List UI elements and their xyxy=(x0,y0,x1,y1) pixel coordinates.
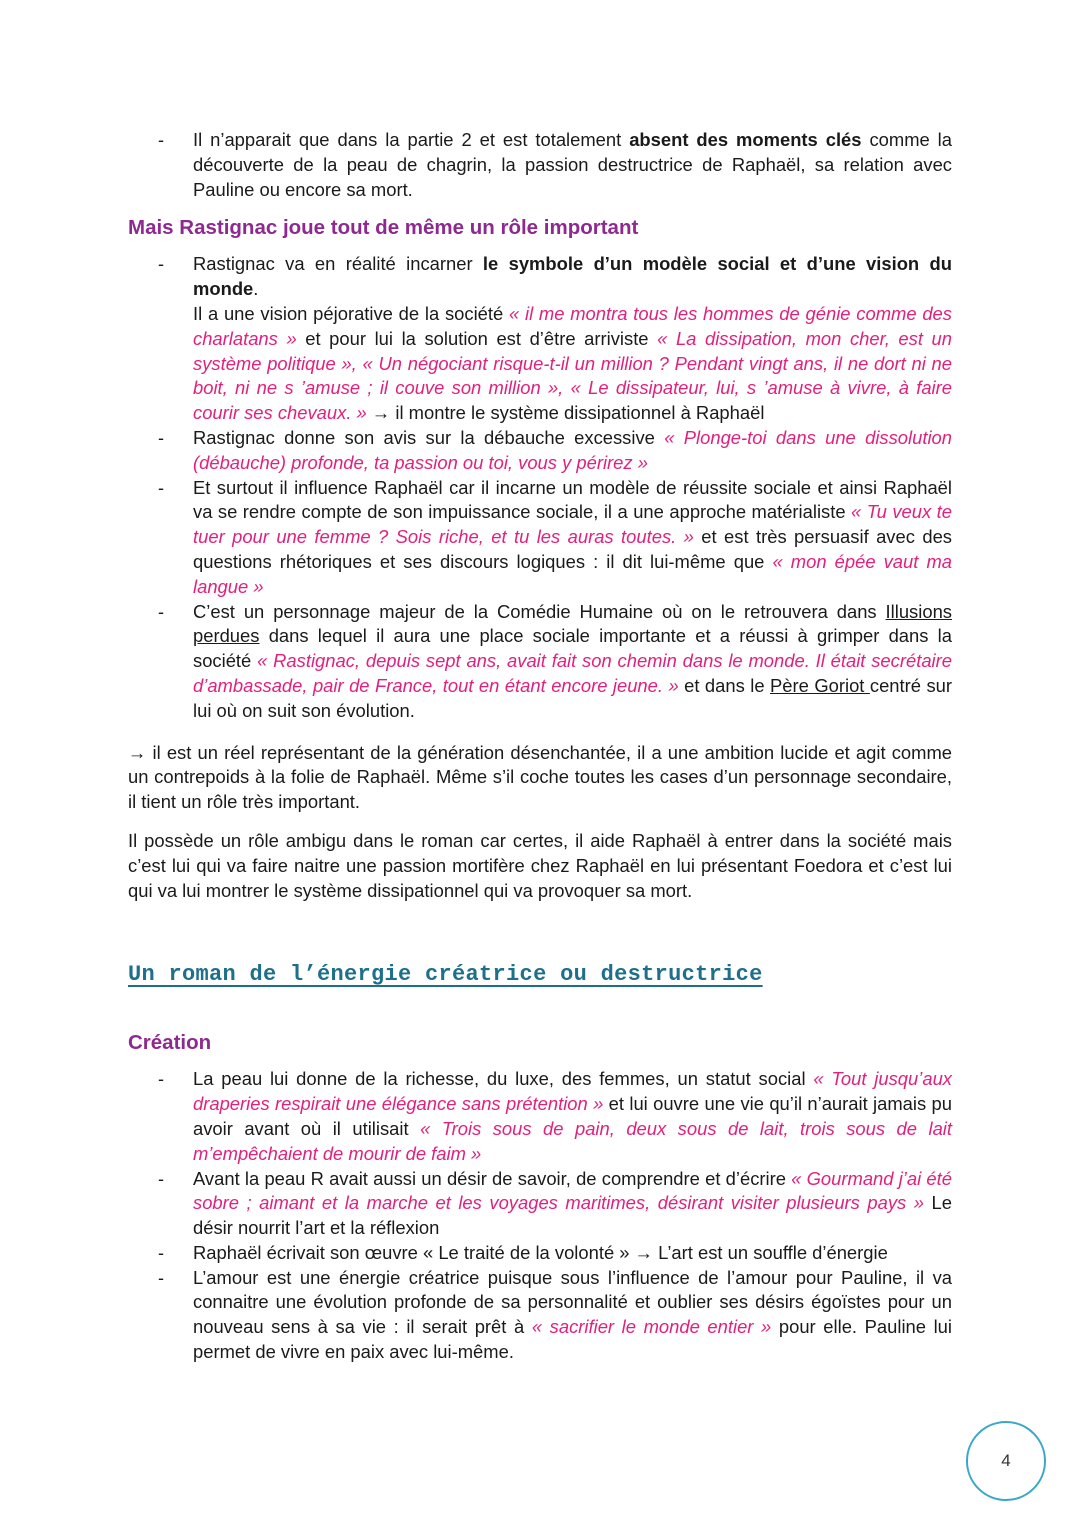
text-run: Rastignac donne son avis sur la débauche excessive xyxy=(193,426,665,448)
bullet-dash: - xyxy=(158,130,164,150)
text-run: C’est un personnage majeur de la Comédie Humaine où on le retrouvera dans xyxy=(193,600,886,622)
text-run: Il a une vision péjorative de la société xyxy=(193,302,509,324)
bullet-dash: - xyxy=(158,1267,164,1288)
page-number: 4 xyxy=(966,1421,1046,1501)
text-run: et dans le xyxy=(678,674,771,696)
quotation: « La dissipation, mon cher, est un système politique », « Un négociant risque-t-il un million ? Pendant vingt ans, il ne dort ni ne boit, ni ne s ’amuse ; il couve son million », « Le dissipateur, lui, s ’amuse à vivre, à faire courir ses chevaux. » xyxy=(193,327,952,424)
book-title: Père Goriot xyxy=(770,674,870,696)
bullet-dash: - xyxy=(158,1168,164,1189)
bullet-dash: - xyxy=(158,427,164,448)
page-content xyxy=(128,128,952,1365)
bullet-list-creation xyxy=(128,1067,952,1365)
bullet-dash: - xyxy=(158,601,164,622)
bold-text: le symbole d’un modèle social et d’une vision du monde xyxy=(193,253,952,300)
quotation: « Rastignac, depuis sept ans, avait fait son chemin dans le monde. Il était secrétaire d’ambassade, pair de France, tout en étant encore jeune. » xyxy=(193,650,952,696)
text-run: Le désir nourrit l’art et la réflexion xyxy=(193,1192,952,1239)
bullet-item xyxy=(128,1241,952,1266)
bullet-item xyxy=(128,1167,952,1241)
bullet-list-rastignac xyxy=(128,252,952,723)
bullet-dash: - xyxy=(158,1242,164,1263)
conclusion-paragraph-2: Il possède un rôle ambigu dans le roman car certes, il aide Raphaël à entrer dans la société mais c’est lui qui va faire naitre une passion mortifère chez Raphaël en lui présentant Foedora et c’est lui qui va lui montrer le système dissipationnel qui va provoquer sa mort. xyxy=(128,829,952,901)
text-run: La peau lui donne de la richesse, du luxe, des femmes, un statut social xyxy=(193,1068,814,1090)
bullet-item xyxy=(128,128,952,202)
bullet-list-intro xyxy=(128,128,952,202)
bold-text: absent des moments clés xyxy=(629,129,862,150)
text-run: → il montre le système dissipationnel à Raphaël xyxy=(366,402,765,424)
quotation: « sacrifier le monde entier » xyxy=(531,1316,772,1338)
text-run: Rastignac va en réalité incarner xyxy=(193,253,483,275)
text-run: L’amour est une énergie créatrice puisque sous l’influence de l’amour pour Pauline, il va connaitre une évolution profonde de sa personnalité et oublier ses désirs égoïstes pour un nouveau sens à sa vie : il serait prêt à xyxy=(193,1266,952,1338)
text-run: Raphaël écrivait son œuvre « Le traité de la volonté » → L’art est un souffle d’énergie xyxy=(193,1241,888,1263)
bullet-item xyxy=(128,600,952,724)
bullet-dash: - xyxy=(158,254,164,275)
text-run: dans lequel il aura une place sociale importante et a réussi à grimper dans la société xyxy=(193,625,952,672)
quotation: « mon épée vaut ma langue » xyxy=(193,550,952,597)
quotation: « Trois sous de pain, deux sous de lait, trois sous de lait m’empêchaient de mourir de faim » xyxy=(193,1117,952,1164)
text-run: Avant la peau R avait aussi un désir de savoir, de comprendre et d’écrire xyxy=(193,1167,792,1189)
text-run: Il n’apparait que dans la partie 2 et est totalement xyxy=(193,129,630,150)
bullet-item xyxy=(128,252,952,426)
heading-creation: Création xyxy=(128,1031,212,1055)
bullet-item xyxy=(128,1266,952,1365)
bullet-item xyxy=(128,426,952,476)
bullet-item xyxy=(128,476,952,600)
text-run: Et surtout il influence Raphaël car il incarne un modèle de réussite sociale et ainsi Raphaël va se rendre compte de son impuissance sociale, il a une approche matérialiste xyxy=(193,476,952,523)
text-run: pour elle. Pauline lui permet de vivre en paix avec lui-même. xyxy=(193,1316,952,1363)
heading-rastignac: Mais Rastignac joue tout de même un rôle important xyxy=(128,216,639,240)
text-run: et est très persuasif avec des questions rhétoriques et ses discours logiques : il dit lui-même que xyxy=(193,526,952,572)
quotation: « il me montra tous les hommes de génie comme des charlatans » xyxy=(193,302,952,349)
text-run: et lui ouvre une vie qu’il n’aurait jamais pu avoir avant où il utilisait xyxy=(193,1093,952,1139)
quotation: « Tu veux te tuer pour une femme ? Sois riche, et tu les auras toutes. » xyxy=(193,501,952,548)
text-run: comme la découverte de la peau de chagrin, la passion destructrice de Raphaël, sa relation avec Pauline ou encore sa mort. xyxy=(193,129,952,200)
quotation: « Gourmand j’ai été sobre ; aimant et la marche et les voyages maritimes, désirant visiter plusieurs pays » xyxy=(193,1167,952,1214)
section-title: Un roman de l’énergie créatrice ou destructrice xyxy=(128,962,763,988)
text-run: centré sur lui où on suit son évolution. xyxy=(193,674,952,721)
conclusion-paragraph-1: → il est un réel représentant de la génération désenchantée, il a une ambition lucide et agit comme un contrepoids à la folie de Raphaël. Même s’il coche toutes les cases d’un personnage secondaire, il tient un rôle très important. xyxy=(128,741,952,813)
bullet-dash: - xyxy=(158,1069,164,1090)
text-run: et pour lui la solution est d’être arriviste xyxy=(296,327,658,349)
bullet-item xyxy=(128,1067,952,1166)
book-title: Illusions perdues xyxy=(193,600,952,647)
quotation: « Tout jusqu’aux draperies respirait une élégance sans prétention » xyxy=(193,1068,952,1115)
bullet-dash: - xyxy=(158,477,164,498)
text-run: . xyxy=(253,278,259,300)
quotation: « Plonge-toi dans une dissolution (débauche) profonde, ta passion ou toi, vous y périrez » xyxy=(193,426,952,473)
